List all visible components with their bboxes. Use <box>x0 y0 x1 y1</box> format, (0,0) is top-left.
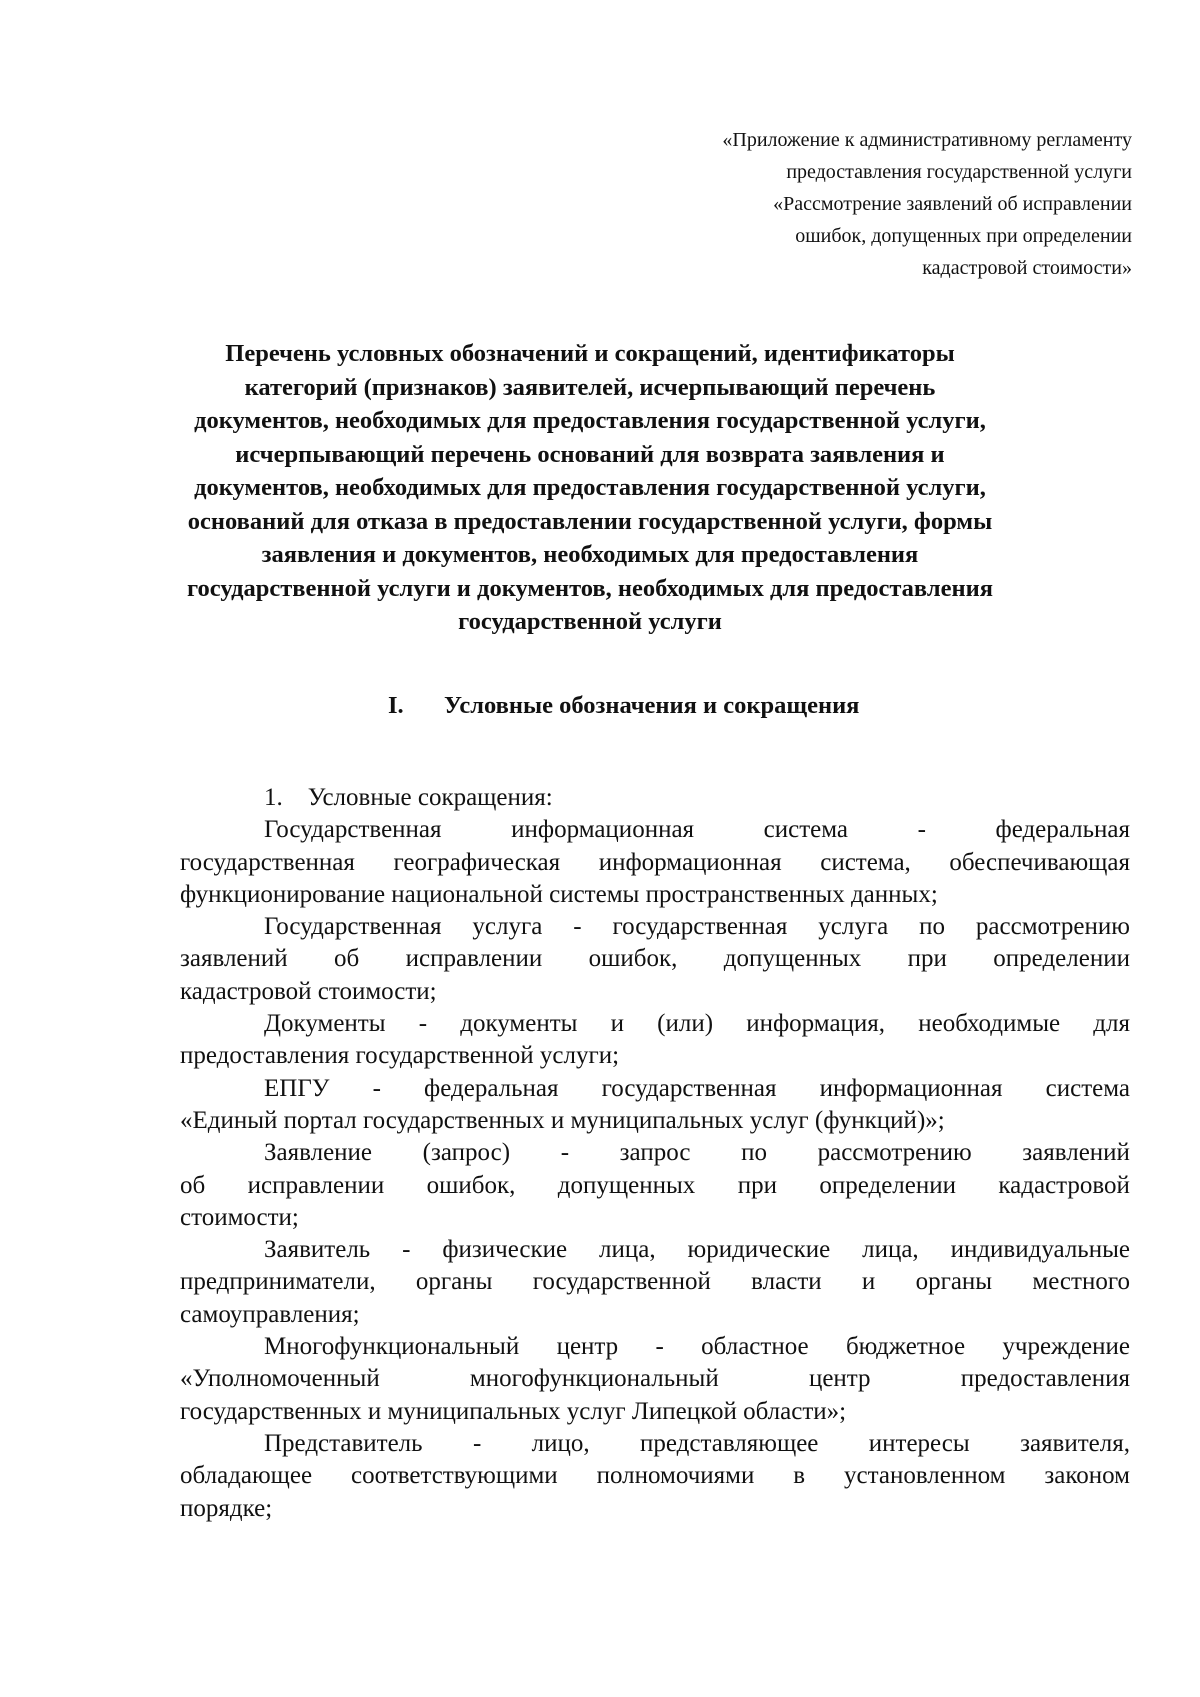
title-line: государственной услуги <box>458 608 722 635</box>
body-text <box>180 782 1130 1525</box>
title-line: документов, необходимых для предоставления государственной услуги, <box>194 407 986 434</box>
body-line: Заявление (запрос) - запрос по рассмотрению заявлений <box>264 1139 1130 1167</box>
body-line: Государственная информационная система - федеральная <box>264 816 1130 844</box>
body-line: Многофункциональный центр - областное бюджетное учреждение <box>264 1333 1130 1361</box>
title-line: Перечень условных обозначений и сокращений, идентификаторы <box>225 340 955 367</box>
body-line: 1. Условные сокращения: <box>264 784 553 811</box>
appendix-line: ошибок, допущенных при определении <box>795 225 1132 247</box>
title-line: исчерпывающий перечень оснований для возврата заявления и <box>235 440 945 468</box>
appendix-line: предоставления государственной услуги <box>786 161 1132 183</box>
section-heading <box>388 690 859 722</box>
appendix-line: «Рассмотрение заявлений об исправлении <box>773 193 1132 215</box>
title-line: оснований для отказа в предоставлении государственной услуги, формы <box>187 507 993 535</box>
body-line: предприниматели, органы государственной власти и органы местного <box>180 1268 1130 1296</box>
body-line: Государственная услуга - государственная услуга по рассмотрению <box>264 913 1130 941</box>
appendix-line: «Приложение к административному регламенту <box>722 129 1132 151</box>
body-line: порядке; <box>180 1494 273 1522</box>
body-line: предоставления государственной услуги; <box>180 1042 620 1070</box>
title-line: документов, необходимых для предоставления государственной услуги, <box>194 474 986 501</box>
body-line: кадастровой стоимости; <box>180 977 437 1005</box>
body-line: государственная географическая информационная система, обеспечивающая <box>180 848 1130 876</box>
title-line: заявления и документов, необходимых для предоставления <box>261 541 919 568</box>
body-line: Документы - документы и (или) информация, необходимые для <box>264 1010 1130 1038</box>
appendix-note <box>572 124 1132 284</box>
appendix-line: кадастровой стоимости» <box>922 257 1132 279</box>
section-number: I. <box>388 692 404 719</box>
section-title: Условные обозначения и сокращения <box>444 692 860 719</box>
body-line: об исправлении ошибок, допущенных при определении кадастровой <box>180 1171 1130 1199</box>
body-line: функционирование национальной системы пространственных данных; <box>180 880 938 908</box>
body-line: обладающее соответствующими полномочиями в установленном законом <box>180 1462 1130 1490</box>
body-line: Представитель - лицо, представляющее интересы заявителя, <box>264 1429 1130 1457</box>
body-line: Заявитель - физические лица, юридические лица, индивидуальные <box>264 1236 1130 1264</box>
body-line: государственных и муниципальных услуг Липецкой области»; <box>180 1397 847 1425</box>
body-line: «Единый портал государственных и муниципальных услуг (функций)»; <box>180 1106 945 1134</box>
title-line: категорий (признаков) заявителей, исчерпывающий перечень <box>244 373 936 401</box>
body-line: заявлений об исправлении ошибок, допущенных при определении <box>180 945 1130 973</box>
body-line: ЕПГУ - федеральная государственная информационная система <box>264 1074 1130 1102</box>
body-line: самоуправления; <box>180 1300 360 1328</box>
title-line: государственной услуги и документов, необходимых для предоставления <box>187 574 993 602</box>
body-line: стоимости; <box>180 1203 299 1231</box>
body-line: «Уполномоченный многофункциональный центр предоставления <box>180 1365 1130 1393</box>
document-title <box>160 337 1020 639</box>
